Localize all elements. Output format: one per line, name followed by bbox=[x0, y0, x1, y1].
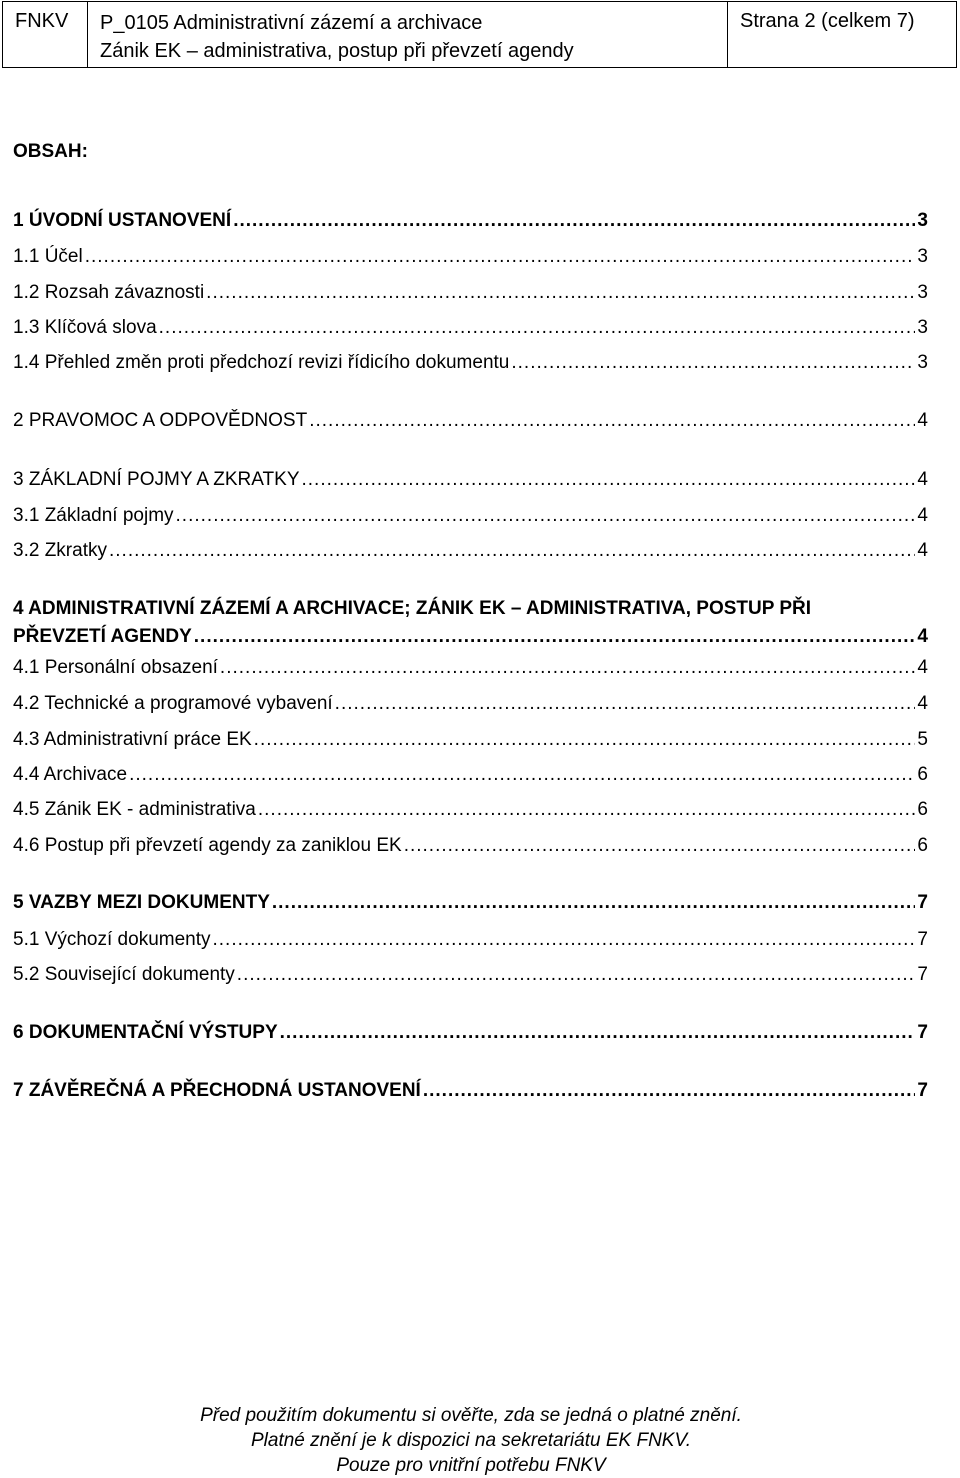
toc-entry-page: 6 bbox=[917, 835, 928, 856]
toc-entry-page: 4 bbox=[917, 505, 928, 526]
toc-entry-label: 3 ZÁKLADNÍ POJMY A ZKRATKY bbox=[13, 469, 300, 490]
toc-entry-label-line1: 4 ADMINISTRATIVNÍ ZÁZEMÍ A ARCHIVACE; ZÁNIK EK – ADMINISTRATIVA, POSTUP PŘI bbox=[13, 598, 812, 619]
toc-entry-page: 4 bbox=[917, 693, 928, 714]
footer-line2: Platné znění je k dispozici na sekretariátu EK FNKV. bbox=[250, 1430, 692, 1451]
toc-entry-label: 4.1 Personální obsazení bbox=[13, 657, 218, 678]
toc-leader-dots bbox=[237, 964, 916, 986]
toc-entry-4-5[interactable] bbox=[13, 799, 928, 821]
toc-entry-page: 7 bbox=[917, 964, 928, 985]
toc-entry-page: 4 bbox=[917, 657, 928, 678]
toc-entry-label: 4.2 Technické a programové vybavení bbox=[13, 693, 333, 714]
toc-entry-6[interactable] bbox=[13, 1022, 928, 1044]
toc-leader-dots bbox=[220, 657, 916, 679]
toc-entry-5[interactable] bbox=[13, 892, 928, 914]
page-footer bbox=[0, 1403, 942, 1478]
toc-entry-page: 3 bbox=[917, 282, 928, 303]
toc-entry-page: 4 bbox=[917, 626, 928, 647]
footer-line3: Pouze pro vnitřní potřebu FNKV bbox=[336, 1455, 606, 1476]
toc-entry-page: 4 bbox=[917, 540, 928, 561]
toc-entry-5-1[interactable] bbox=[13, 929, 928, 951]
toc-entry-page: 7 bbox=[917, 892, 928, 913]
toc-leader-dots bbox=[109, 540, 915, 562]
toc-leader-dots bbox=[206, 282, 915, 304]
toc-leader-dots bbox=[159, 317, 916, 339]
toc-leader-dots bbox=[302, 469, 916, 491]
toc-entry-label: 5.1 Výchozí dokumenty bbox=[13, 929, 211, 950]
toc-entry-label: 5 VAZBY MEZI DOKUMENTY bbox=[13, 892, 270, 913]
toc-entry-page: 6 bbox=[917, 764, 928, 785]
toc-leader-dots bbox=[258, 799, 916, 821]
toc-entry-5-2[interactable] bbox=[13, 964, 928, 986]
toc-entry-4-2[interactable] bbox=[13, 693, 928, 715]
toc-entry-label: 6 DOKUMENTAČNÍ VÝSTUPY bbox=[13, 1022, 278, 1043]
toc-entry-label: 4.3 Administrativní práce EK bbox=[13, 729, 252, 750]
toc-heading: OBSAH: bbox=[13, 141, 88, 162]
toc-entry-label: 3.1 Základní pojmy bbox=[13, 505, 174, 526]
toc-entry-label: 1 ÚVODNÍ USTANOVENÍ bbox=[13, 210, 232, 231]
toc-entry-label-line2: PŘEVZETÍ AGENDY bbox=[13, 626, 192, 647]
toc-leader-dots bbox=[335, 693, 916, 715]
header-org: FNKV bbox=[15, 10, 69, 32]
toc-leader-dots bbox=[309, 410, 915, 432]
header-org-cell bbox=[3, 2, 88, 67]
toc-entry-label: 1.1 Účel bbox=[13, 246, 83, 267]
toc-entry-page: 5 bbox=[917, 729, 928, 750]
toc-entry-page: 3 bbox=[917, 210, 928, 231]
toc-entry-label: 2 PRAVOMOC A ODPOVĚDNOST bbox=[13, 410, 308, 431]
toc-entry-4-6[interactable] bbox=[13, 835, 928, 857]
toc-leader-dots bbox=[213, 929, 916, 951]
toc-entry-page: 7 bbox=[917, 1022, 928, 1043]
toc-entry-3-2[interactable] bbox=[13, 540, 928, 562]
toc-entry-page: 4 bbox=[917, 469, 928, 490]
header-page-cell bbox=[728, 2, 956, 67]
toc-entry-1[interactable] bbox=[13, 210, 928, 232]
toc-entry-label: 7 ZÁVĚREČNÁ A PŘECHODNÁ USTANOVENÍ bbox=[13, 1080, 421, 1101]
header-title-line1: P_0105 Administrativní zázemí a archivace bbox=[100, 12, 483, 34]
header-title-cell bbox=[88, 2, 728, 67]
toc-entry-4-3[interactable] bbox=[13, 729, 928, 751]
page-header bbox=[2, 1, 957, 68]
toc-entry-label: 5.2 Související dokumenty bbox=[13, 964, 235, 985]
toc-entry-label: 1.3 Klíčová slova bbox=[13, 317, 157, 338]
toc-entry-4[interactable] bbox=[13, 595, 928, 651]
toc-entry-4-4[interactable] bbox=[13, 764, 928, 786]
toc-entry-2[interactable] bbox=[13, 410, 928, 432]
header-title-line2: Zánik EK – administrativa, postup při převzetí agendy bbox=[100, 40, 574, 62]
toc-entry-page: 4 bbox=[917, 410, 928, 431]
toc-entry-page: 3 bbox=[917, 352, 928, 373]
toc-entry-label: 3.2 Zkratky bbox=[13, 540, 107, 561]
toc-entry-1-1[interactable] bbox=[13, 246, 928, 268]
toc-entry-line2 bbox=[13, 623, 928, 651]
toc-entry-3[interactable] bbox=[13, 469, 928, 491]
toc-entry-3-1[interactable] bbox=[13, 505, 928, 527]
toc-leader-dots bbox=[254, 729, 916, 751]
toc-entry-1-2[interactable] bbox=[13, 282, 928, 304]
toc-entry-page: 7 bbox=[917, 929, 928, 950]
toc-leader-dots bbox=[194, 623, 916, 651]
toc-entry-label: 1.2 Rozsah závaznosti bbox=[13, 282, 205, 303]
toc-leader-dots bbox=[280, 1022, 916, 1044]
toc-entry-7[interactable] bbox=[13, 1080, 928, 1102]
toc-entry-label: 4.6 Postup při převzetí agendy za zaniklou EK bbox=[13, 835, 402, 856]
toc-entry-1-4[interactable] bbox=[13, 352, 928, 374]
toc-entry-page: 7 bbox=[917, 1080, 928, 1101]
toc-entry-label: 1.4 Přehled změn proti předchozí revizi řídicího dokumentu bbox=[13, 352, 510, 373]
toc-leader-dots bbox=[511, 352, 915, 374]
toc-entry-page: 3 bbox=[917, 317, 928, 338]
toc-entry-4-1[interactable] bbox=[13, 657, 928, 679]
toc-leader-dots bbox=[404, 835, 916, 857]
toc-entry-label: 4.4 Archivace bbox=[13, 764, 128, 785]
toc-entry-label: 4.5 Zánik EK - administrativa bbox=[13, 799, 256, 820]
footer-line1: Před použitím dokumentu si ověřte, zda se jedná o platné znění. bbox=[200, 1405, 742, 1426]
toc-leader-dots bbox=[423, 1080, 916, 1102]
toc-leader-dots bbox=[85, 246, 916, 268]
header-page-info: Strana 2 (celkem 7) bbox=[740, 10, 915, 32]
toc-entry-page: 3 bbox=[917, 246, 928, 267]
toc-entry-1-3[interactable] bbox=[13, 317, 928, 339]
toc-leader-dots bbox=[129, 764, 915, 786]
toc-entry-page: 6 bbox=[917, 799, 928, 820]
toc-leader-dots bbox=[176, 505, 916, 527]
toc-leader-dots bbox=[233, 210, 915, 232]
toc-leader-dots bbox=[272, 892, 916, 914]
